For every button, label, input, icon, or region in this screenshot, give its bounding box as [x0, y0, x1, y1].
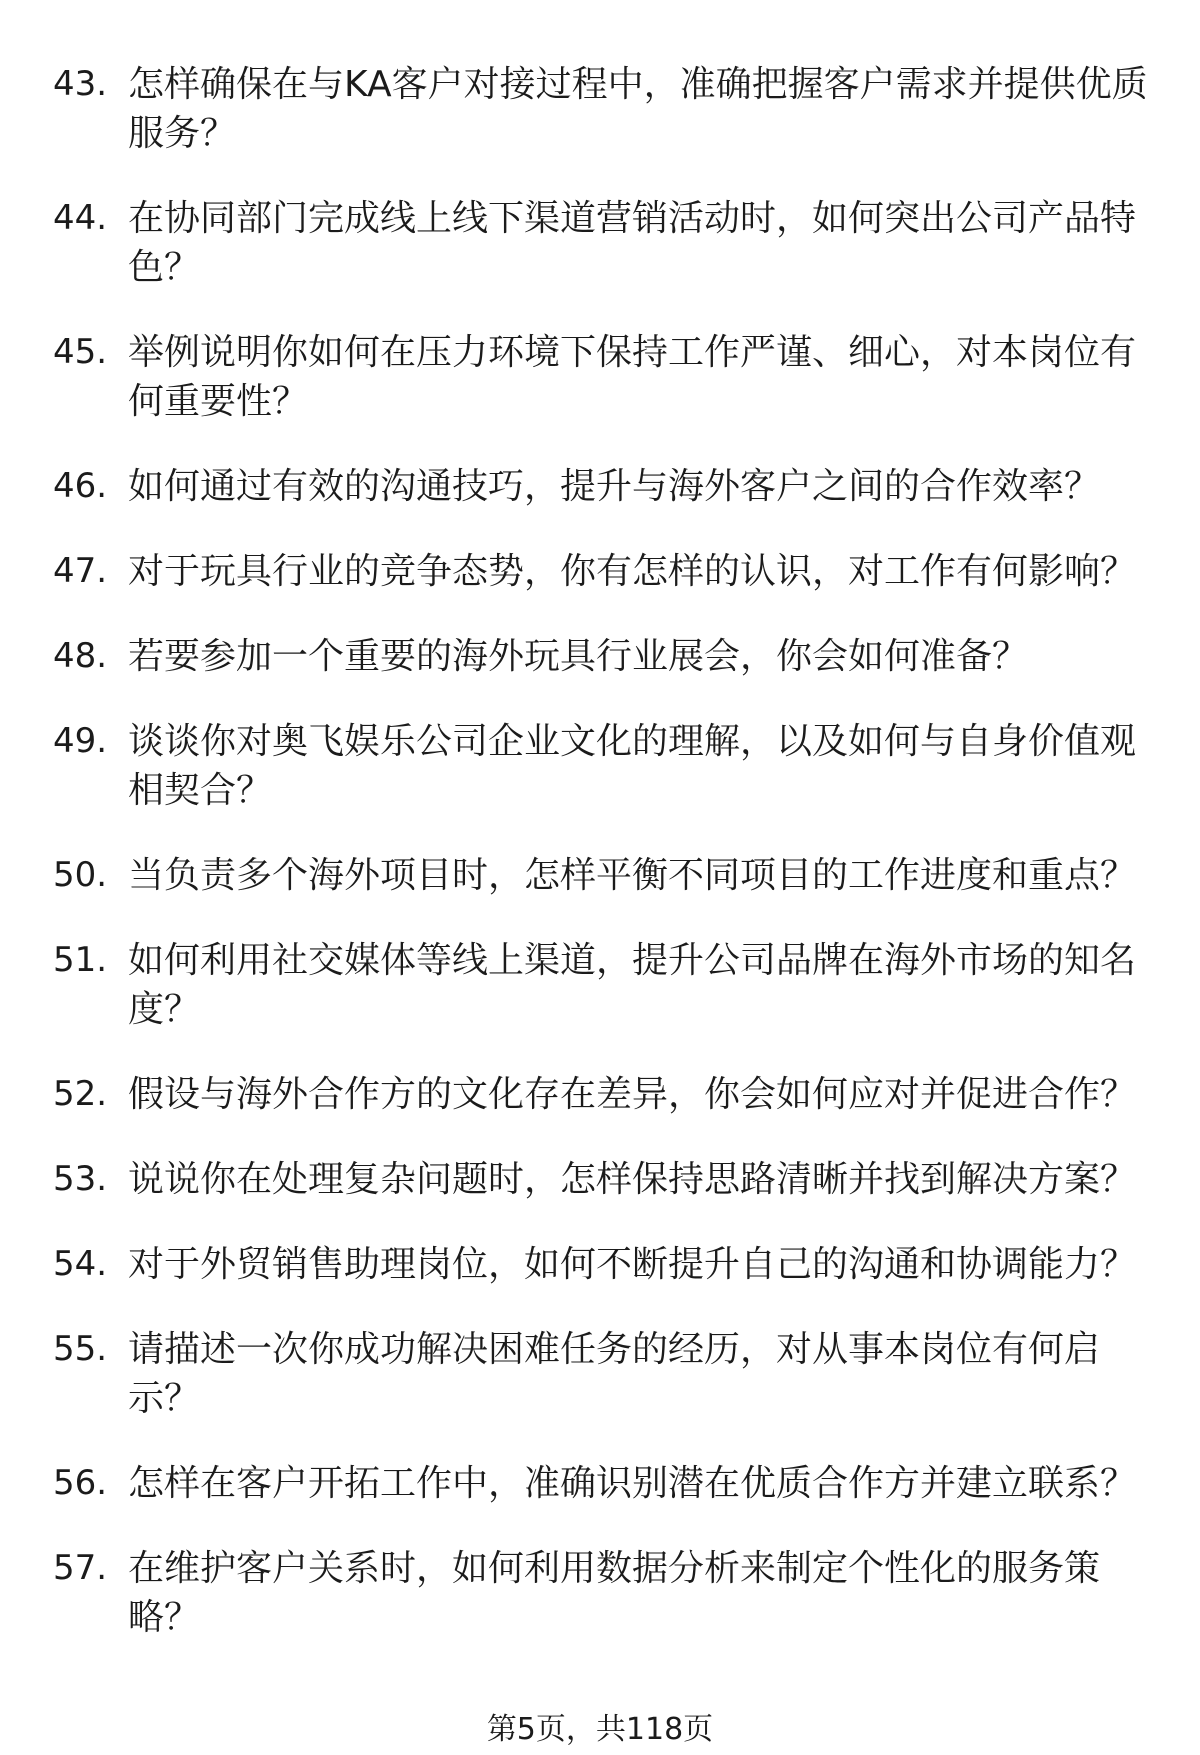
question-text — [128, 936, 1178, 1034]
page-number-label: 第5页，共118页 — [486, 1712, 714, 1747]
question-number: 46. — [53, 466, 108, 506]
question-item-50 — [0, 851, 1200, 900]
question-text — [128, 328, 1178, 426]
question-text — [128, 1544, 1178, 1642]
question-text — [128, 1325, 1178, 1423]
question-line: 对于玩具行业的竞争态势，你有怎样的认识，对工作有何影响？ — [128, 551, 1137, 592]
question-line: 在维护客户关系时，如何利用数据分析来制定个性化的服务策 — [128, 1548, 1101, 1589]
question-item-44 — [0, 194, 1200, 292]
question-number: 50. — [53, 855, 108, 895]
question-number: 43. — [53, 64, 108, 104]
page-footer — [0, 1710, 1200, 1750]
question-line: 示？ — [128, 1378, 201, 1419]
question-line: 在协同部门完成线上线下渠道营销活动时，如何突出公司产品特 — [128, 198, 1137, 239]
question-item-43 — [0, 60, 1200, 158]
question-line: 举例说明你如何在压力环境下保持工作严谨、细心，对本岗位有 — [128, 332, 1137, 373]
question-item-56 — [0, 1459, 1200, 1508]
question-number: 51. — [53, 940, 108, 980]
question-line: 何重要性？ — [128, 381, 309, 422]
question-item-52 — [0, 1070, 1200, 1119]
question-item-46 — [0, 462, 1200, 511]
question-number: 55. — [53, 1329, 108, 1369]
question-line: 请描述一次你成功解决困难任务的经历，对从事本岗位有何启 — [128, 1329, 1101, 1370]
question-number: 56. — [53, 1463, 108, 1503]
question-number: 44. — [53, 198, 108, 238]
question-line: 相契合？ — [128, 770, 273, 811]
question-line: 如何通过有效的沟通技巧，提升与海外客户之间的合作效率？ — [128, 466, 1101, 507]
question-line: 谈谈你对奥飞娱乐公司企业文化的理解，以及如何与自身价值观 — [128, 721, 1137, 762]
question-item-54 — [0, 1240, 1200, 1289]
question-item-48 — [0, 632, 1200, 681]
question-text — [128, 1070, 1178, 1119]
question-text — [128, 1459, 1178, 1508]
question-line: 说说你在处理复杂问题时，怎样保持思路清晰并找到解决方案？ — [128, 1159, 1137, 1200]
question-line: 若要参加一个重要的海外玩具行业展会，你会如何准备？ — [128, 636, 1029, 677]
question-line: 度？ — [128, 989, 201, 1030]
question-text — [128, 194, 1178, 292]
question-text — [128, 851, 1178, 900]
question-line: 怎样在客户开拓工作中，准确识别潜在优质合作方并建立联系？ — [128, 1463, 1137, 1504]
question-item-49 — [0, 717, 1200, 815]
question-number: 47. — [53, 551, 108, 591]
question-line: 色？ — [128, 247, 201, 288]
question-number: 45. — [53, 332, 108, 372]
question-line: 当负责多个海外项目时，怎样平衡不同项目的工作进度和重点？ — [128, 855, 1137, 896]
question-number: 52. — [53, 1074, 108, 1114]
question-number: 48. — [53, 636, 108, 676]
question-line: 对于外贸销售助理岗位，如何不断提升自己的沟通和协调能力？ — [128, 1244, 1137, 1285]
question-number: 53. — [53, 1159, 108, 1199]
question-item-53 — [0, 1155, 1200, 1204]
question-text — [128, 60, 1178, 158]
question-number: 49. — [53, 721, 108, 761]
question-line: 服务？ — [128, 113, 237, 154]
question-number: 54. — [53, 1244, 108, 1284]
question-text — [128, 632, 1178, 681]
question-item-45 — [0, 328, 1200, 426]
question-text — [128, 462, 1178, 511]
question-item-47 — [0, 547, 1200, 596]
question-line: 怎样确保在与KA客户对接过程中，准确把握客户需求并提供优质 — [128, 64, 1148, 105]
question-item-57 — [0, 1544, 1200, 1642]
question-text — [128, 1155, 1178, 1204]
question-line: 假设与海外合作方的文化存在差异，你会如何应对并促进合作？ — [128, 1074, 1137, 1115]
question-item-51 — [0, 936, 1200, 1034]
question-number: 57. — [53, 1548, 108, 1588]
question-list — [0, 60, 1200, 1678]
question-text — [128, 717, 1178, 815]
question-text — [128, 1240, 1178, 1289]
question-item-55 — [0, 1325, 1200, 1423]
question-text — [128, 547, 1178, 596]
question-line: 略？ — [128, 1597, 201, 1638]
question-line: 如何利用社交媒体等线上渠道，提升公司品牌在海外市场的知名 — [128, 940, 1137, 981]
